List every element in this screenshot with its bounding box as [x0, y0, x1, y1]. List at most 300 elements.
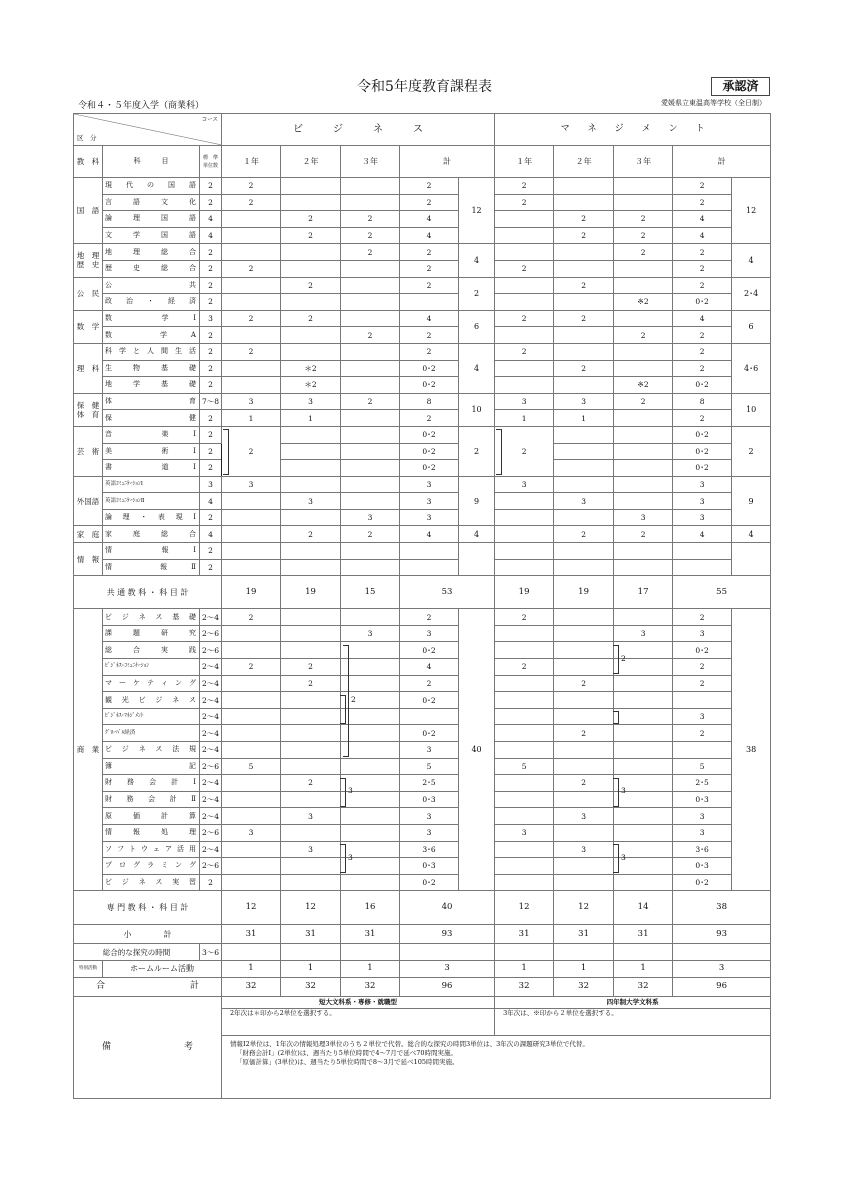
gokei-label: 合 計	[74, 977, 222, 996]
m-year-value	[495, 493, 554, 510]
elective-bracket	[613, 711, 619, 724]
m-year-value: 3	[495, 393, 554, 410]
m-year-value	[554, 758, 614, 775]
b-year-value: ＊2	[281, 360, 341, 377]
m-value: 19	[495, 576, 554, 609]
m-year-value	[554, 377, 614, 394]
standard-units: 2〜4	[200, 725, 222, 742]
b-year-value	[281, 858, 341, 875]
m-total-value: 2	[673, 244, 732, 261]
b-category-total	[459, 543, 495, 576]
b-year-value	[341, 758, 400, 775]
b-value	[341, 944, 400, 961]
m-total-value: 3	[673, 493, 732, 510]
m-year-value	[614, 824, 673, 841]
table-row	[74, 791, 771, 808]
m-year1-value: 2	[495, 426, 554, 476]
subject-name: 観 光 ビ ジ ネ ス	[103, 692, 200, 709]
b-year-value: 1	[222, 410, 281, 427]
b-year-value	[281, 874, 341, 891]
m-total-value: 2	[673, 410, 732, 427]
table-row	[74, 194, 771, 211]
subject-name: 情 報 Ⅱ	[103, 559, 200, 576]
b-year-value: 3	[222, 824, 281, 841]
m-year-value: 2	[554, 211, 614, 228]
b-year-value: 2	[341, 211, 400, 228]
table-row	[74, 625, 771, 642]
m-year-value	[614, 692, 673, 709]
m-year-value	[614, 708, 673, 725]
table-row	[74, 559, 771, 576]
m-category-total: 12	[732, 178, 771, 244]
course-label: コース	[201, 117, 219, 123]
subject-category: 芸 術	[74, 426, 103, 476]
table-row	[74, 543, 771, 560]
b-year-value	[222, 509, 281, 526]
table-row	[74, 360, 771, 377]
m-year-value: 3	[495, 476, 554, 493]
b-value: 96	[400, 977, 495, 996]
b-total-value: 3	[400, 493, 459, 510]
b-year-value: 3	[400, 808, 459, 825]
table-row	[74, 874, 771, 891]
m-year-value: 3	[673, 808, 732, 825]
standard-units: 2	[200, 377, 222, 394]
b-value: 19	[222, 576, 281, 609]
m-year-value: 2	[673, 675, 732, 692]
standard-units: 2	[200, 559, 222, 576]
subject-name: ﾋﾞｼﾞﾈｽ･ﾏﾈｼﾞﾒﾝﾄ	[103, 708, 200, 725]
m-year-value	[495, 675, 554, 692]
standard-units: 7〜8	[200, 393, 222, 410]
b-year-value: 0･3	[400, 858, 459, 875]
subject-name: 歴 史 総 合	[103, 260, 200, 277]
table-row	[74, 343, 771, 360]
m-value: 3	[673, 960, 771, 977]
b-total-value: 2	[400, 260, 459, 277]
m-year-value	[495, 625, 554, 642]
standard-units: 2〜4	[200, 609, 222, 626]
b-year-value: 3	[222, 476, 281, 493]
m-year-value	[554, 609, 614, 626]
subject-name: 政 治 ・ 経 済	[103, 294, 200, 311]
standard-units: 2〜4	[200, 692, 222, 709]
m-total-header: 計	[673, 146, 771, 178]
b-year-value: 3	[400, 742, 459, 759]
type2-note: 3年次は、※印から２単位を選択する。	[495, 1008, 771, 1035]
b-value	[222, 944, 281, 961]
b-year-value	[281, 443, 341, 460]
elective-bracket	[223, 429, 229, 475]
m-year-value	[614, 675, 673, 692]
m-year-value: 2	[554, 360, 614, 377]
subject-category: 商 業	[74, 609, 103, 891]
b-category-total: 4	[459, 343, 495, 393]
b-year-value	[222, 841, 281, 858]
table-row	[74, 742, 771, 759]
m-year-value	[495, 725, 554, 742]
b-year-value	[341, 310, 400, 327]
b-value: 1	[281, 960, 341, 977]
m-total-value: 0･2	[673, 426, 732, 443]
m-value	[614, 944, 673, 961]
b-value: 16	[341, 891, 400, 925]
table-row	[74, 609, 771, 626]
b-value: 53	[400, 576, 495, 609]
m-year-value: 2	[614, 244, 673, 261]
m-year-value: 0･2	[673, 874, 732, 891]
b-year-value	[222, 625, 281, 642]
b-value: 3	[400, 960, 495, 977]
m-year-value	[495, 858, 554, 875]
m-year-value: 2	[673, 659, 732, 676]
standard-units: 2	[200, 178, 222, 195]
b-year-value: 2	[341, 227, 400, 244]
standard-units: 2	[200, 194, 222, 211]
b-year-value	[341, 659, 400, 676]
elective-bracket	[340, 695, 346, 724]
b-total-value: 3	[400, 509, 459, 526]
subject-category: 家 庭	[74, 526, 103, 543]
table-row	[74, 377, 771, 394]
b-year-value: 2	[341, 393, 400, 410]
table-row	[74, 294, 771, 311]
m-year-value	[554, 194, 614, 211]
b-year-value	[281, 327, 341, 344]
m-year-value: 2	[554, 526, 614, 543]
m-year-value: ※2	[614, 377, 673, 394]
b-value: 93	[400, 925, 495, 944]
b-year-value	[400, 708, 459, 725]
m-year-value	[495, 211, 554, 228]
b-value: 1	[222, 960, 281, 977]
biko-label: 備 考	[74, 996, 222, 1098]
m-category-total: 6	[732, 310, 771, 343]
b-year-value: 2	[281, 310, 341, 327]
standard-units: 2〜4	[200, 775, 222, 792]
b-year-value: 0･2	[400, 692, 459, 709]
b-year-value	[341, 377, 400, 394]
standard-units: 4	[200, 526, 222, 543]
m-year-value	[614, 874, 673, 891]
b-year-value	[222, 808, 281, 825]
b-total-value: 2	[400, 178, 459, 195]
m-value: 32	[495, 977, 554, 996]
b-total-value	[400, 559, 459, 576]
m-year-value	[614, 460, 673, 477]
table-row	[74, 260, 771, 277]
m-year-value: 2	[554, 277, 614, 294]
elective-units: 3	[348, 852, 353, 862]
m-total-value: 8	[673, 393, 732, 410]
b-year-value	[341, 410, 400, 427]
m-year-value: 0･3	[673, 791, 732, 808]
b-year-value	[281, 426, 341, 443]
b-year-value	[281, 625, 341, 642]
b-category-total: 10	[459, 393, 495, 426]
m-year-value	[554, 509, 614, 526]
b-year-value	[281, 559, 341, 576]
m-category-total: 4･6	[732, 343, 771, 393]
m-year-value	[495, 377, 554, 394]
m-total-value: 3	[673, 509, 732, 526]
table-row	[74, 509, 771, 526]
b-year-value	[222, 327, 281, 344]
m-value: 31	[554, 925, 614, 944]
m-value: 96	[673, 977, 771, 996]
subject-name: 現 代 の 国 語	[103, 178, 200, 195]
standard-units: 2〜4	[200, 791, 222, 808]
b-year-value: 2	[281, 277, 341, 294]
b-category-total: 40	[459, 609, 495, 891]
b-year-value	[341, 294, 400, 311]
b-year-value	[281, 725, 341, 742]
b-year-value	[222, 244, 281, 261]
gokei-row	[74, 977, 771, 996]
m-year-value	[554, 559, 614, 576]
b-year-value	[222, 377, 281, 394]
m-category-total: 38	[732, 609, 771, 891]
m-year-value	[554, 642, 614, 659]
m-year-value: 0･2	[673, 642, 732, 659]
standard-units: 2	[200, 509, 222, 526]
biko-note-line: 情報Ⅰ2単位は、1年次の情報処理3単位のうち２単位で代替。総合的な探究の時間3単位は、3年次の課題研究3単位で代替。	[230, 1039, 589, 1048]
m-year-value	[495, 277, 554, 294]
b-category-total: 2	[459, 277, 495, 310]
subject-name: ビ ジ ネ ス 実 習	[103, 874, 200, 891]
b-category-total: 6	[459, 310, 495, 343]
b-year-value: 0･3	[400, 791, 459, 808]
subject-name: 課 題 研 究	[103, 625, 200, 642]
b-value	[400, 944, 495, 961]
standard-units: 2〜6	[200, 625, 222, 642]
tankyu-row	[74, 944, 771, 961]
b-year-value: 1	[281, 410, 341, 427]
kamoku-header: 科 目	[103, 146, 200, 178]
table-row	[74, 327, 771, 344]
m-year-value: 2	[614, 526, 673, 543]
table-row	[74, 460, 771, 477]
standard-units: 2〜6	[200, 824, 222, 841]
m-year-value	[614, 343, 673, 360]
b-total-value: 2	[400, 410, 459, 427]
m-total-value: 4	[673, 211, 732, 228]
b-total-value: 0･2	[400, 377, 459, 394]
m-year-value	[554, 244, 614, 261]
b-year-value: 2	[341, 526, 400, 543]
b-year-value: 3	[400, 625, 459, 642]
subject-category: 国 語	[74, 178, 103, 244]
subject-name: 情 報 Ⅰ	[103, 543, 200, 560]
m-category-total: 2	[732, 426, 771, 476]
m-value	[673, 944, 771, 961]
b-year-value	[341, 493, 400, 510]
standard-units: 4	[200, 493, 222, 510]
subject-name: 数 学 A	[103, 327, 200, 344]
m-year-value: 5	[495, 758, 554, 775]
m-total-value: 2	[673, 178, 732, 195]
m-year-value	[614, 808, 673, 825]
m-year-value	[614, 310, 673, 327]
b-year-value: 0･2	[400, 874, 459, 891]
b-total-value: 0･2	[400, 460, 459, 477]
m-year-value	[495, 509, 554, 526]
b-year-value: 3	[281, 808, 341, 825]
approval-stamp: 承認済	[711, 77, 770, 96]
subject-name: 美 術 Ⅰ	[103, 443, 200, 460]
school-name: 愛媛県立東温高等学校（全日制）	[661, 99, 766, 107]
table-row	[74, 410, 771, 427]
b-year-value	[281, 343, 341, 360]
b-year-value	[281, 708, 341, 725]
b-year-value: 2	[400, 609, 459, 626]
m-year-value: 2	[554, 227, 614, 244]
table-row	[74, 244, 771, 261]
m-year-value	[614, 260, 673, 277]
b-year-value: 5	[400, 758, 459, 775]
table-row	[74, 227, 771, 244]
subject-category: 情 報	[74, 543, 103, 576]
b-year-value: 3	[341, 509, 400, 526]
b-year-value: 3	[400, 824, 459, 841]
b-year-value	[281, 692, 341, 709]
subject-category: 特別活動	[74, 960, 103, 977]
b-year-value	[341, 360, 400, 377]
m-value: 32	[614, 977, 673, 996]
b-year-value: 2	[281, 526, 341, 543]
elective-bracket	[613, 778, 619, 807]
standard-units: 2	[200, 327, 222, 344]
b-value: 12	[222, 891, 281, 925]
b-year-value	[222, 493, 281, 510]
b-total-value: 0･2	[400, 426, 459, 443]
m-year-value: 2	[495, 194, 554, 211]
b-year-value: 2	[222, 194, 281, 211]
b-year-value: 0･2	[400, 725, 459, 742]
shokei-row-label: 小 計	[74, 925, 222, 944]
b-year-value	[341, 426, 400, 443]
subject-category: 地 理 歴 史	[74, 244, 103, 277]
b-value: 31	[281, 925, 341, 944]
m-total-value: 2	[673, 343, 732, 360]
m-year-value	[495, 791, 554, 808]
table-row	[74, 277, 771, 294]
standard-units: 2〜4	[200, 659, 222, 676]
m-value: 31	[614, 925, 673, 944]
m-year-value	[614, 410, 673, 427]
b-year-value	[341, 874, 400, 891]
subject-name: 数 学 Ⅰ	[103, 310, 200, 327]
subject-name: マ ー ケ テ ィ ン グ	[103, 675, 200, 692]
m-total-value	[673, 559, 732, 576]
b-year-value: 3	[281, 841, 341, 858]
standard-units: 2〜4	[200, 841, 222, 858]
m-category-total: 9	[732, 476, 771, 526]
curriculum-table	[73, 113, 771, 1099]
b-year3-header: ３年	[341, 146, 400, 178]
b-year-value	[341, 476, 400, 493]
b-year-value	[281, 742, 341, 759]
m-total-value: 4	[673, 227, 732, 244]
biko-note-line: 「財務会計Ⅰ」(2単位)は、週当たり5単位時間で4〜7月で延べ70時間実施。	[236, 1048, 457, 1057]
b-year-value: 2	[222, 310, 281, 327]
standard-units: 4	[200, 211, 222, 228]
m-year-value: 2	[614, 227, 673, 244]
subject-category: 数 学	[74, 310, 103, 343]
b-year-value	[281, 509, 341, 526]
m-year-value: 2	[554, 725, 614, 742]
m-total-value: 2	[673, 194, 732, 211]
b-year-value: 0･2	[400, 642, 459, 659]
m-year-value: 3	[673, 708, 732, 725]
m-year-value	[614, 178, 673, 195]
b-total-value: 0･2	[400, 443, 459, 460]
b-year-value	[222, 874, 281, 891]
subject-name: 地 学 基 礎	[103, 377, 200, 394]
m-year-value	[614, 543, 673, 560]
common-total-row	[74, 576, 771, 609]
table-row	[74, 775, 771, 792]
senmon-total-row	[74, 891, 771, 925]
b-total-value: 3	[400, 476, 459, 493]
m-year-value	[495, 708, 554, 725]
b-category-total: 4	[459, 244, 495, 277]
subject-category: 理 科	[74, 343, 103, 393]
b-category-total: 9	[459, 476, 495, 526]
m-year-value: 2	[495, 310, 554, 327]
m-year-value	[554, 659, 614, 676]
b-total-value: 2	[400, 277, 459, 294]
type1-title: 短大文科系・専修・就職型	[222, 996, 495, 1008]
b-year-value	[341, 609, 400, 626]
subject-name: 書 道 Ⅰ	[103, 460, 200, 477]
m-value: 12	[495, 891, 554, 925]
m-value	[495, 944, 554, 961]
b-year-value	[222, 543, 281, 560]
b-category-total: 12	[459, 178, 495, 244]
b-year-value	[222, 791, 281, 808]
b-year-value	[222, 708, 281, 725]
m-total-value: 3	[673, 476, 732, 493]
m-year-value: 2	[495, 609, 554, 626]
biko-notes	[222, 1035, 771, 1098]
m-year-value: ※2	[614, 294, 673, 311]
standard-units: 3〜6	[200, 944, 222, 961]
b-category-total: 2	[459, 426, 495, 476]
tokkatsu-row	[74, 960, 771, 977]
m-value: 38	[673, 891, 771, 925]
m-year-value	[495, 692, 554, 709]
subject-name: 音 楽 Ⅰ	[103, 426, 200, 443]
table-row	[74, 526, 771, 543]
b-year-value	[341, 742, 400, 759]
m-year-value: 2･5	[673, 775, 732, 792]
m-total-value: 2	[673, 327, 732, 344]
b-year-value	[222, 211, 281, 228]
b-year-value	[222, 642, 281, 659]
page-title: 令和5年度教育課程表	[357, 79, 492, 95]
m-total-value: 0･2	[673, 460, 732, 477]
m-year-value: 2	[554, 310, 614, 327]
m-year-value	[614, 277, 673, 294]
b-year-value	[341, 708, 400, 725]
m-year-value	[614, 443, 673, 460]
subject-category: 外国語	[74, 476, 103, 526]
b-year-value: 2	[281, 775, 341, 792]
b-value: 40	[400, 891, 495, 925]
standard-units: 3	[200, 476, 222, 493]
b-total-value	[400, 543, 459, 560]
